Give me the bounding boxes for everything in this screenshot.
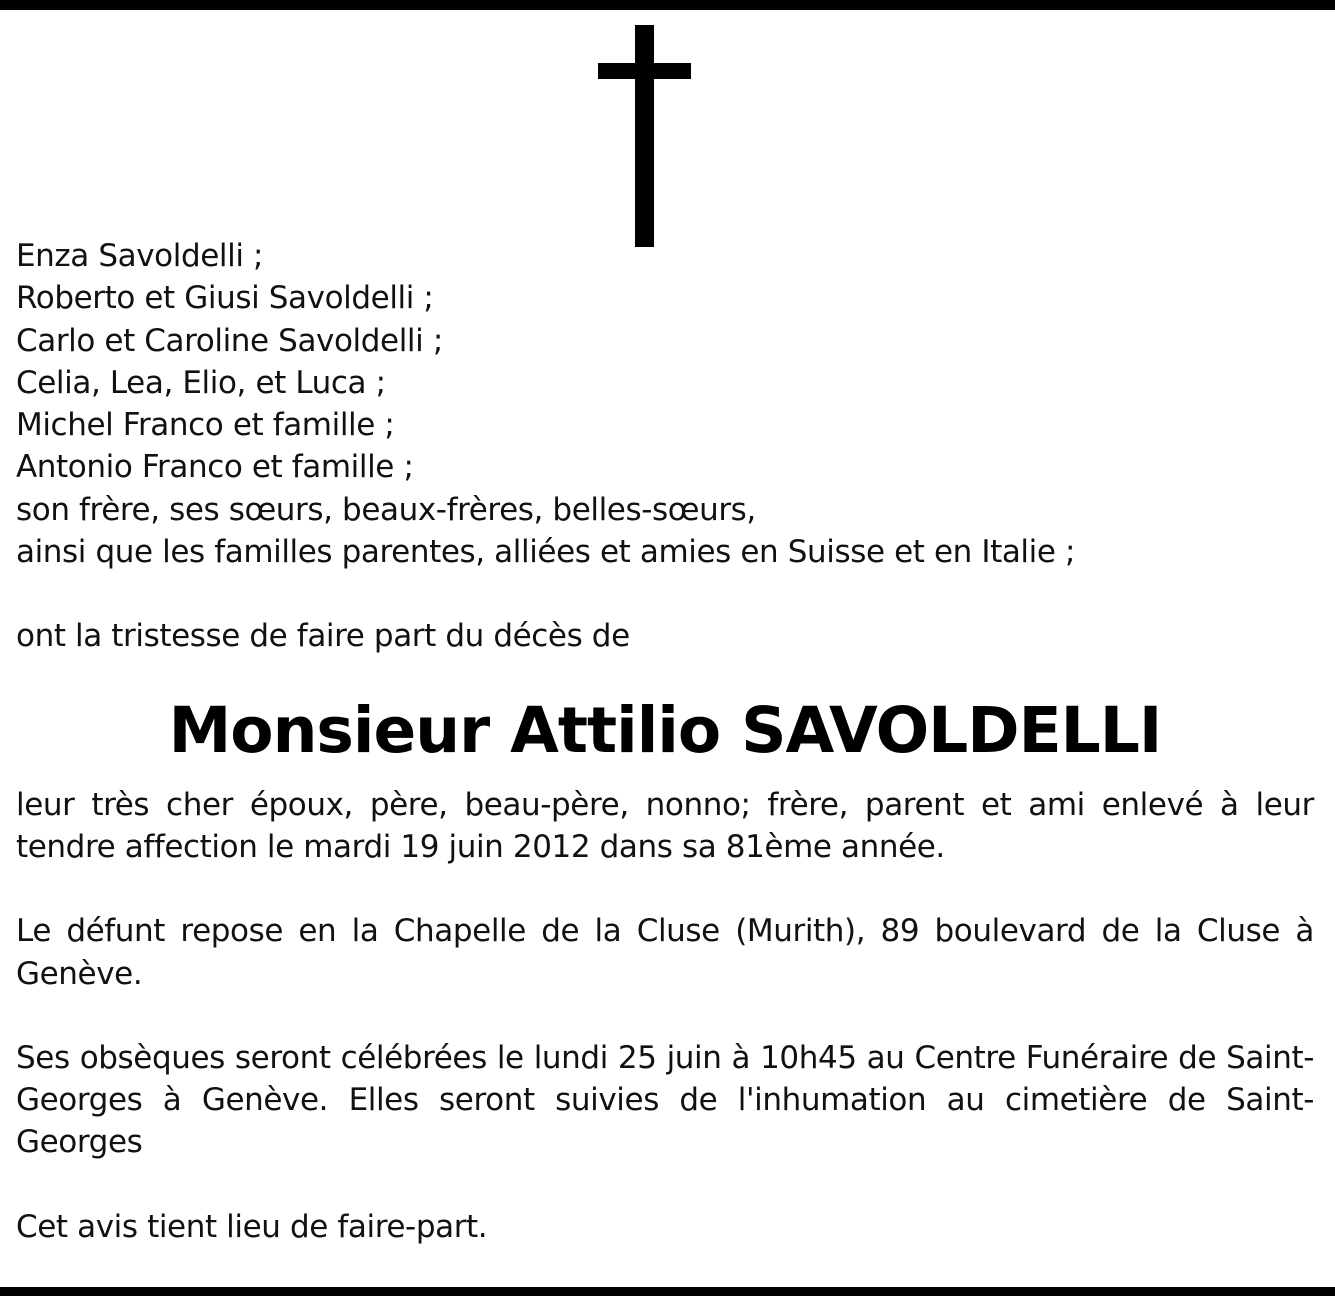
deceased-name: Monsieur Attilio SAVOLDELLI — [168, 693, 1162, 767]
family-line: Carlo et Caroline Savoldelli ; — [16, 322, 443, 359]
announcement-intro: ont la tristesse de faire part du décès de — [16, 618, 630, 655]
notice-body — [16, 235, 1314, 1248]
closing-note: Cet avis tient lieu de faire-part. — [16, 1208, 488, 1245]
tribute-paragraph: leur très cher époux, père, beau-père, nonno; frère, parent et ami enlevé à leur tendre affection le mardi 19 juin 2012 dans sa 81ème année. — [16, 786, 1314, 865]
family-line: son frère, ses sœurs, beaux-frères, belles-sœurs, — [16, 491, 756, 528]
family-line: Celia, Lea, Elio, et Luca ; — [16, 364, 386, 401]
family-line: Enza Savoldelli ; — [16, 238, 264, 274]
family-line: ainsi que les familles parentes, alliées et amies en Suisse et en Italie ; — [16, 534, 1076, 571]
viewing-paragraph: Le défunt repose en la Chapelle de la Cluse (Murith), 89 boulevard de la Cluse à Genève. — [16, 913, 1314, 992]
family-line: Roberto et Giusi Savoldelli ; — [16, 280, 434, 317]
bottom-border-rule — [0, 1287, 1335, 1296]
family-list — [16, 235, 1314, 573]
cross-icon — [598, 25, 691, 247]
family-line: Antonio Franco et famille ; — [16, 449, 414, 486]
family-line: Michel Franco et famille ; — [16, 407, 395, 444]
top-border-rule — [0, 0, 1335, 10]
funeral-paragraph: Ses obsèques seront célébrées le lundi 25 juin à 10h45 au Centre Funéraire de Saint-Georges à Genève. Elles seront suivies de l'inhumation au cimetière de Saint-Georges — [16, 1039, 1314, 1161]
